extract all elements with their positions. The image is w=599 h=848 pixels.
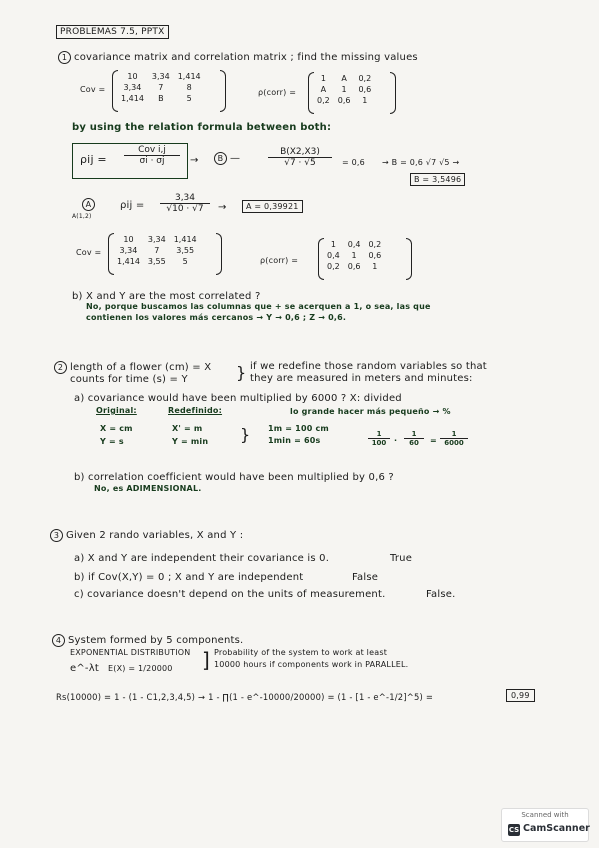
a-label: A <box>82 198 98 211</box>
q4-bracket: ] <box>202 648 211 672</box>
fraction-3: $\frac{1}{6000}$ <box>440 430 468 447</box>
b-answer-box: B = 3,5496 <box>410 173 465 186</box>
q4-rs-formula: Rs(10000) = 1 - (1 - C1,2,3,4,5) → 1 - ∏(1 - e^-10000/20000) = (1 - [1 - e^-1/2]^5) = <box>56 692 434 702</box>
q3-a: a) X and Y are independent their covariance is 0. <box>74 553 330 564</box>
q1-b-answer-2: contienen los valores más cercanos → Y → 0,6 ; Z → 0,6. <box>86 313 347 322</box>
q4-prob-1: Probability of the system to work at least <box>214 648 388 657</box>
q2-note: lo grande hacer más pequeño → % <box>290 407 451 416</box>
q3-number: 3 <box>50 529 63 542</box>
cov-paren-right <box>220 70 226 112</box>
q2-bracket-2: } <box>240 425 251 444</box>
conv-1: 1m = 100 cm <box>268 424 329 433</box>
q2-b-answer: No, es ADIMENSIONAL. <box>94 484 202 493</box>
orig-row-1: X = cm <box>100 424 133 433</box>
redef-row-1: X' = m <box>172 424 203 433</box>
cov-matrix: 10 3,34 1,414 3,34 7 8 1,414 B 5 <box>121 72 201 103</box>
rho2-matrix: 1 0,4 0,2 0,4 1 0,6 0,2 0,6 1 <box>327 240 382 271</box>
times-1: · <box>394 436 398 445</box>
q2-line-1: 2 length of a flower (cm) = X <box>54 361 211 374</box>
q2-bracket-text-1: if we redefine those random variables so that <box>250 361 487 372</box>
rho2-paren-right <box>406 238 412 280</box>
q1-number: 1 <box>58 51 71 64</box>
q4-answer-box: 0,99 <box>506 689 535 702</box>
equals: = <box>430 436 437 445</box>
watermark-line-1: Scanned with <box>521 811 569 819</box>
original-heading: Original: <box>96 406 137 415</box>
q3-b-answer: False <box>352 572 379 583</box>
arrow: → <box>190 155 199 166</box>
q4-line-2: EXPONENTIAL DISTRIBUTION <box>70 648 191 657</box>
q3-a-answer: True <box>390 553 413 564</box>
formula-fraction: Cov i,j σi · σj <box>124 145 180 166</box>
redefinido-heading: Redefinido: <box>168 406 223 415</box>
redef-row-2: Y = min <box>172 437 209 446</box>
b-fraction: $\frac{B(X2,X3)}{√7 \cdot √5}$ <box>268 147 332 168</box>
q4-line-1: 4 System formed by 5 components. <box>52 634 243 647</box>
watermark-line-2: CamScanner <box>523 823 590 834</box>
q4-expectation: E(X) = 1/20000 <box>108 664 173 673</box>
q4-line-3: e^-λt <box>70 663 99 674</box>
q2-bracket: } <box>236 363 247 382</box>
formula-lhs: ρij = <box>80 153 107 166</box>
cov2-label: Cov = <box>76 248 102 257</box>
b-label: B — <box>214 152 240 165</box>
q2-a-question: a) covariance would have been multiplied by 6000 ? X: divided <box>74 393 402 404</box>
page-title: PROBLEMAS 7.5, PPTX <box>56 25 169 39</box>
q3-c-answer: False. <box>426 589 456 600</box>
b-result: → B = 0,6 √7 √5 → <box>382 158 460 167</box>
rho2-label: ρ(corr) = <box>260 256 299 265</box>
rho-label: ρ(corr) = <box>258 88 297 97</box>
cov2-matrix: 10 3,34 1,414 3,34 7 3,55 1,414 3,55 5 <box>117 235 197 266</box>
a-arrow: → <box>218 202 227 213</box>
camscanner-watermark <box>501 808 589 842</box>
q3-line: 3 Given 2 rando variables, X and Y : <box>50 529 243 542</box>
q1-b-answer-1: No, porque buscamos las columnas que + se acerquen a 1, o sea, las que <box>86 302 431 311</box>
q2-b-question: b) correlation coefficient would have been multiplied by 0,6 ? <box>74 472 394 483</box>
a-answer-box: A = 0,39921 <box>242 200 303 213</box>
q1-statement: 1 covariance matrix and correlation matrix ; find the missing values <box>58 51 418 64</box>
q3-b: b) if Cov(X,Y) = 0 ; X and Y are independent <box>74 572 304 583</box>
conv-2: 1min = 60s <box>268 436 321 445</box>
fraction-1: $\frac{1}{100}$ <box>368 430 390 447</box>
b-equals: = 0,6 <box>342 158 365 167</box>
relation-heading: by using the relation formula between both: <box>72 122 332 133</box>
rho-paren-right <box>390 72 396 114</box>
a-fraction: $\frac{3,34}{√10 \cdot √7}$ <box>160 193 210 214</box>
q2-line-2: counts for time (s) = Y <box>70 374 188 385</box>
a-lhs: ρij = <box>120 200 145 211</box>
q1-b-question: b) X and Y are the most correlated ? <box>72 291 261 302</box>
q2-bracket-text-2: they are measured in meters and minutes: <box>250 373 473 384</box>
rho-matrix: 1 A 0,2 A 1 0,6 0,2 0,6 1 <box>317 74 372 105</box>
a-subscript: A(1,2) <box>72 213 92 220</box>
q2-number: 2 <box>54 361 67 374</box>
q3-c: c) covariance doesn't depend on the units of measurement. <box>74 589 386 600</box>
orig-row-2: Y = s <box>100 437 124 446</box>
camscanner-logo-icon: CS <box>508 826 520 834</box>
q4-prob-2: 10000 hours if components work in PARALLEL. <box>214 660 409 669</box>
cov2-paren-right <box>216 233 222 275</box>
q4-number: 4 <box>52 634 65 647</box>
fraction-2: $\frac{1}{60}$ <box>404 430 424 447</box>
cov-label: Cov = <box>80 85 106 94</box>
